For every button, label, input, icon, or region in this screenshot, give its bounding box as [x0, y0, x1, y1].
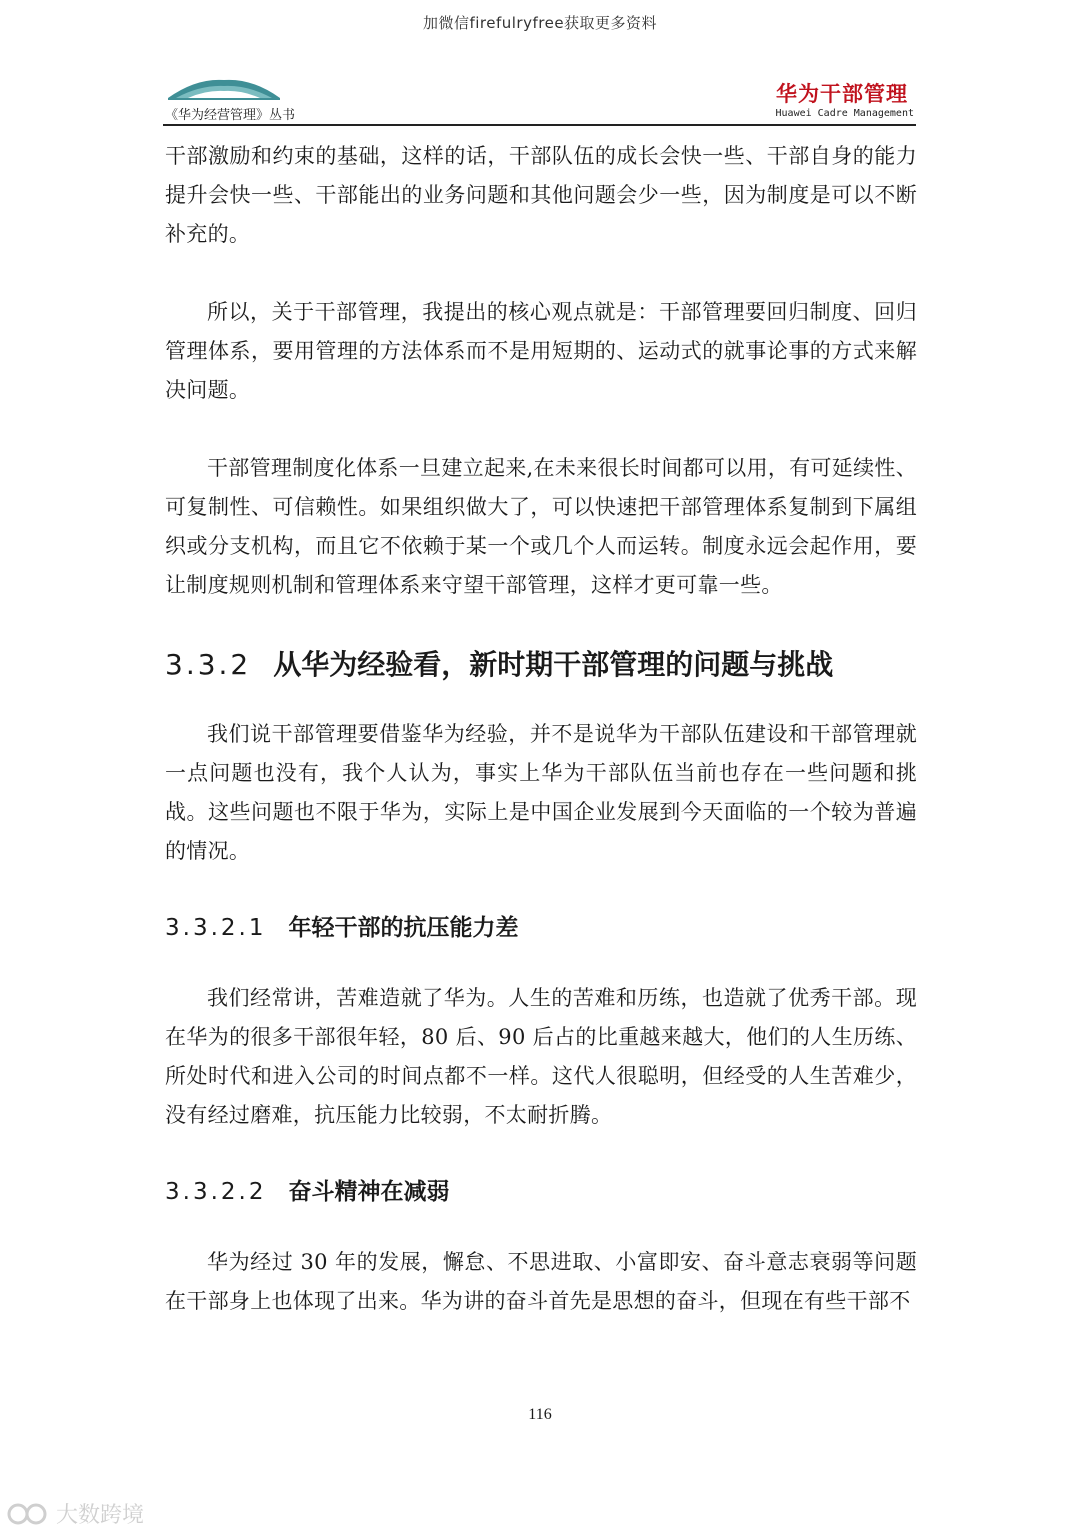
subsection-title: 奋斗精神在减弱 — [288, 1179, 450, 1205]
subsection-number: 3.3.2.2 — [165, 1179, 267, 1205]
page-number: 116 — [528, 1406, 552, 1423]
section-title: 从华为经验看，新时期干部管理的问题与挑战 — [273, 648, 834, 681]
section-number: 3.3.2 — [165, 648, 252, 681]
subsection-title: 年轻干部的抗压能力差 — [288, 915, 519, 941]
paragraph: 我们经常讲，苦难造就了华为。人生的苦难和历练，也造就了优秀干部。现在华为的很多干部很年轻，80 后、90 后占的比重越来越大，他们的人生历练、所处时代和进入公司的时间点都不一样。这代人很聪明，但经受的人生苦难少，没有经过磨难，抗压能力比较弱，不太耐折腾。 — [165, 986, 917, 1127]
book-subtitle: Huawei Cadre Management — [775, 108, 914, 119]
watermark-logo-icon — [6, 1501, 50, 1527]
paragraph: 所以，关于干部管理，我提出的核心观点就是：干部管理要回归制度、回归管理体系，要用管理的方法体系而不是用短期的、运动式的就事论事的方式来解决问题。 — [165, 300, 917, 402]
series-logo-icon — [168, 76, 280, 102]
book-title: 华为干部管理 — [776, 82, 908, 106]
corner-watermark — [6, 1498, 144, 1529]
watermark-text: 加微信fireful​ryfree获取更多资料 — [422, 14, 658, 32]
subsection-heading — [165, 1175, 917, 1209]
paragraph: 华为经过 30 年的发展，懈怠、不思进取、小富即安、奋斗意志衰弱等问题在干部身上也体现了出来。华为讲的奋斗首先是思想的奋斗，但现在有些干部不 — [165, 1250, 917, 1313]
series-name: 《华为经营管理》丛书 — [165, 108, 296, 123]
paragraph: 干部管理制度化体系一旦建立起来,在未来很长时间都可以用，有可延续性、可复制性、可信赖性。如果组织做大了，可以快速把干部管理体系复制到下属组织或分支机构，而且它不依赖于某一个或几个人而运转。制度永远会起作用，要让制度规则机制和管理体系来守望干部管理，这样才更可靠一些。 — [165, 456, 917, 597]
header-divider — [163, 124, 916, 126]
page-body — [165, 137, 917, 1321]
subsection-number: 3.3.2.1 — [165, 915, 267, 941]
section-heading — [165, 645, 917, 685]
paragraph: 我们说干部管理要借鉴华为经验，并不是说华为干部队伍建设和干部管理就一点问题也没有，我个人认为，事实上华为干部队伍当前也存在一些问题和挑战。这些问题也不限于华为，实际上是中国企业发展到今天面临的一个较为普遍的情况。 — [165, 722, 917, 863]
paragraph: 干部激励和约束的基础，这样的话，干部队伍的成长会快一些、干部自身的能力提升会快一些、干部能出的业务问题和其他问题会少一些，因为制度是可以不断补充的。 — [165, 144, 917, 246]
watermark-brand: 大数跨境 — [56, 1503, 145, 1528]
subsection-heading — [165, 911, 917, 945]
